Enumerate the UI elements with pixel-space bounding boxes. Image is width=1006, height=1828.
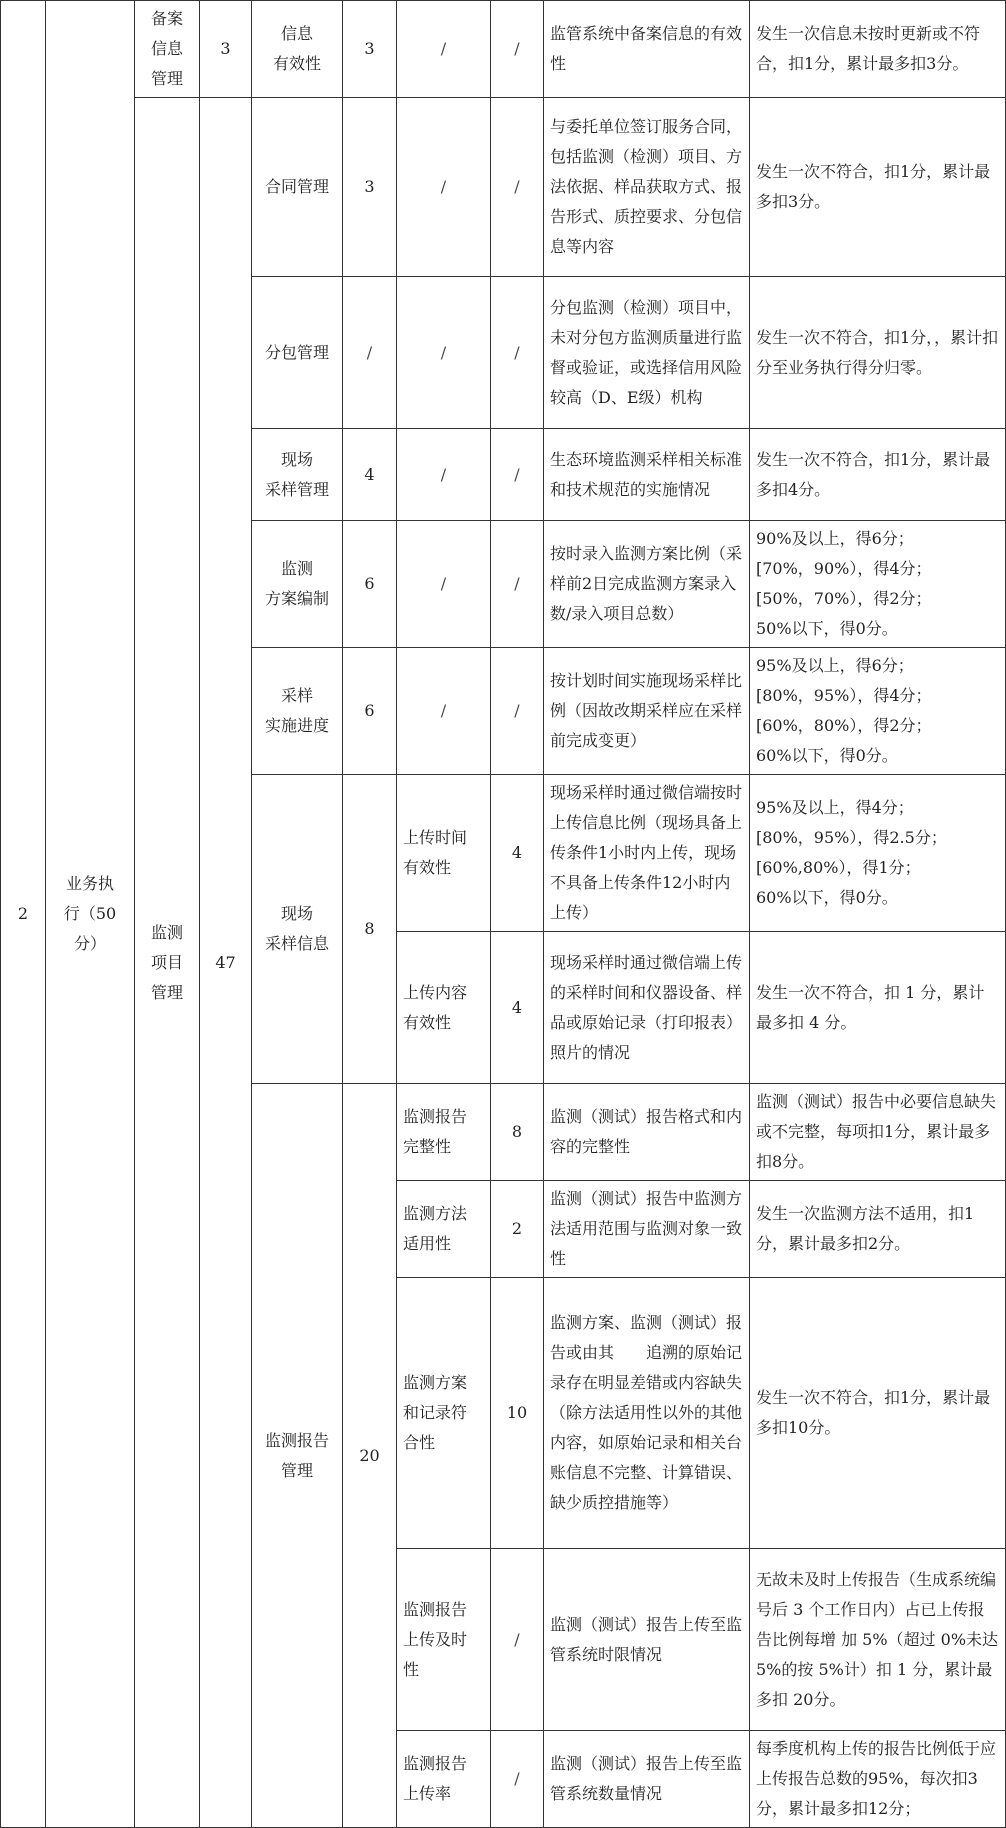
subcategory-cell: 备案 信息 管理 [135, 1, 200, 98]
content-cell: 监测（测试）报告上传至监管系统时限情况 [544, 1549, 750, 1731]
subitem-score-cell: 8 [491, 1084, 544, 1181]
content-cell: 按计划时间实施现场采样比例（因故改期采样应在采样前完成变更） [544, 648, 750, 775]
content-cell: 与委托单位签订服务合同，包括监测（检测）项目、方法依据、样品获取方式、报告形式、质控要求、分包信息等内容 [544, 98, 750, 277]
rule-cell: 90%及以上，得6分； [70%，90%），得4分； [50%，70%），得2分； 50%以下，得0分。 [750, 521, 1006, 648]
subitem-cell: / [397, 277, 491, 429]
item-cell: 现场 采样管理 [252, 429, 343, 521]
item-score-cell: 8 [343, 775, 397, 1084]
rule-cell: 发生一次不符合，扣 1 分，累计最多扣 4 分。 [750, 932, 1006, 1084]
item-cell: 采样 实施进度 [252, 648, 343, 775]
item-cell: 现场 采样信息 [252, 775, 343, 1084]
item-cell: 信息 有效性 [252, 1, 343, 98]
subitem-score-cell: 4 [491, 932, 544, 1084]
subitem-cell: / [397, 429, 491, 521]
content-cell: 监测（测试）报告格式和内容的完整性 [544, 1084, 750, 1181]
item-score-cell: / [343, 277, 397, 429]
item-cell: 合同管理 [252, 98, 343, 277]
content-cell: 现场采样时通过微信端按时上传信息比例（现场具备上传条件1小时内上传，现场不具备上传条件12小时内上传） [544, 775, 750, 932]
content-cell: 按时录入监测方案比例（采样前2日完成监测方案录入数/录入项目总数） [544, 521, 750, 648]
item-cell: 监测报告 管理 [252, 1084, 343, 1828]
subcategory-score-cell: 47 [200, 98, 252, 1828]
table-row [1, 1, 1006, 98]
subitem-score-cell: / [491, 1731, 544, 1828]
content-cell: 监测方案、监测（测试）报告或由其 追溯的原始记录存在明显差错或内容缺失（除方法适用性以外的其他内容，如原始记录和相关台账信息不完整、计算错误、缺少质控措施等） [544, 1278, 750, 1549]
item-score-cell: 3 [343, 98, 397, 277]
subitem-score-cell: / [491, 277, 544, 429]
rule-cell: 发生一次信息未按时更新或不符合，扣1分，累计最多扣3分。 [750, 1, 1006, 98]
rule-cell: 每季度机构上传的报告比例低于应上传报告总数的95%，每次扣3分，累计最多扣12分； [750, 1731, 1006, 1828]
rule-cell: 95%及以上，得6分； [80%，95%），得4分； [60%，80%），得2分； 60%以下，得0分。 [750, 648, 1006, 775]
content-cell: 监管系统中备案信息的有效性 [544, 1, 750, 98]
subitem-cell: 监测方案 和记录符 合性 [397, 1278, 491, 1549]
subitem-score-cell: / [491, 1549, 544, 1731]
subitem-score-cell: / [491, 648, 544, 775]
category-name-cell: 业务执 行（50 分） [46, 1, 135, 1828]
subitem-score-cell: / [491, 98, 544, 277]
subcategory-score-cell: 3 [200, 1, 252, 98]
subitem-cell: / [397, 648, 491, 775]
rule-cell: 发生一次不符合，扣1分，累计最多扣4分。 [750, 429, 1006, 521]
rule-cell: 无故未及时上传报告（生成系统编号后 3 个工作日内）占已上传报告比例每增 加 5%（超过 0%未达 5%的按 5%计）扣 1 分，累计最多扣 20分。 [750, 1549, 1006, 1731]
content-cell: 分包监测（检测）项目中，未对分包方监测质量进行监督或验证，或选择信用风险较高（D、E级）机构 [544, 277, 750, 429]
subitem-cell: / [397, 521, 491, 648]
subitem-score-cell: 10 [491, 1278, 544, 1549]
item-score-cell: 6 [343, 521, 397, 648]
subitem-cell: 监测报告 完整性 [397, 1084, 491, 1181]
subitem-cell: 监测报告 上传率 [397, 1731, 491, 1828]
subitem-score-cell: 2 [491, 1181, 544, 1278]
rule-cell: 发生一次不符合，扣1分，，累计扣分至业务执行得分归零。 [750, 277, 1006, 429]
rule-cell: 监测（测试）报告中必要信息缺失或不完整，每项扣1分，累计最多扣8分。 [750, 1084, 1006, 1181]
subitem-score-cell: 4 [491, 775, 544, 932]
content-cell: 监测（测试）报告上传至监管系统数量情况 [544, 1731, 750, 1828]
content-cell: 生态环境监测采样相关标准和技术规范的实施情况 [544, 429, 750, 521]
table-row [1, 98, 1006, 277]
subitem-cell: 监测方法 适用性 [397, 1181, 491, 1278]
content-cell: 监测（测试）报告中监测方法适用范围与监测对象一致性 [544, 1181, 750, 1278]
subitem-cell: 上传内容 有效性 [397, 932, 491, 1084]
rule-cell: 发生一次不符合，扣1分，累计最多扣10分。 [750, 1278, 1006, 1549]
item-score-cell: 6 [343, 648, 397, 775]
item-score-cell: 3 [343, 1, 397, 98]
subitem-cell: / [397, 98, 491, 277]
subitem-score-cell: / [491, 521, 544, 648]
subitem-score-cell: / [491, 1, 544, 98]
rule-cell: 发生一次不符合，扣1分，累计最多扣3分。 [750, 98, 1006, 277]
item-cell: 分包管理 [252, 277, 343, 429]
subitem-cell: 上传时间 有效性 [397, 775, 491, 932]
rule-cell: 发生一次监测方法不适用，扣1分，累计最多扣2分。 [750, 1181, 1006, 1278]
subcategory-cell: 监测 项目 管理 [135, 98, 200, 1828]
category-number-cell: 2 [1, 1, 46, 1828]
item-score-cell: 20 [343, 1084, 397, 1828]
subitem-cell: 监测报告 上传及时 性 [397, 1549, 491, 1731]
subitem-score-cell: / [491, 429, 544, 521]
item-score-cell: 4 [343, 429, 397, 521]
subitem-cell: / [397, 1, 491, 98]
content-cell: 现场采样时通过微信端上传的采样时间和仪器设备、样品或原始记录（打印报表）照片的情况 [544, 932, 750, 1084]
item-cell: 监测 方案编制 [252, 521, 343, 648]
rule-cell: 95%及以上，得4分； [80%，95%），得2.5分； [60%,80%），得1分； 60%以下，得0分。 [750, 775, 1006, 932]
